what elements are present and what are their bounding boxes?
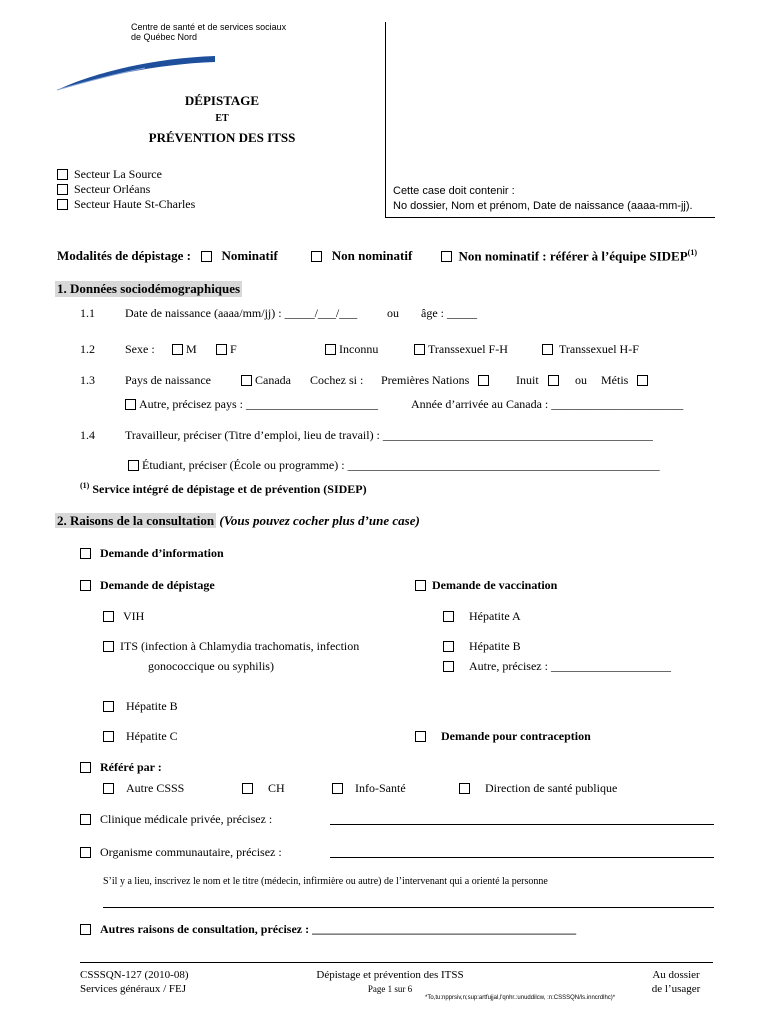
demande-info[interactable] (80, 546, 224, 561)
modalites-opt3 (441, 248, 697, 264)
checkbox[interactable] (242, 783, 253, 794)
q13-metis[interactable] (601, 373, 648, 388)
checkbox[interactable] (216, 344, 227, 355)
option-label: Hépatite B (469, 639, 521, 653)
org-name (131, 22, 286, 42)
box-note-line2: No dossier, Nom et prénom, Date de naissance (aaaa-mm-jj). (393, 200, 693, 212)
q12-num: 1.2 (80, 342, 95, 356)
option-label: Demande de dépistage (100, 578, 215, 592)
section2-title: 2. Raisons de la consultation (57, 513, 215, 528)
checkbox[interactable] (57, 169, 68, 180)
option-label: Autre CSSS (126, 781, 185, 795)
doc-title: Dépistage et prévention des ITSS (316, 969, 464, 981)
checkbox[interactable] (542, 344, 553, 355)
footnote (80, 481, 367, 497)
option-label: ITS (infection à Chlamydia trachomatis, infection (120, 639, 360, 653)
box-note (393, 184, 693, 214)
option-label: Organisme communautaire, précisez : (100, 845, 282, 859)
referral-note: S’il y a lieu, inscrivez le nom et le titre (médecin, infirmière ou autre) de l’intervenant qui a orienté la personne (103, 876, 548, 887)
clinique-line[interactable] (330, 824, 714, 825)
option-label: Premières Nations (381, 373, 470, 387)
checkbox[interactable] (201, 251, 212, 262)
checkbox[interactable] (332, 783, 343, 794)
sector-item[interactable] (57, 182, 195, 197)
option-label: M (186, 342, 197, 356)
option-label: Hépatite B (126, 699, 178, 713)
checkbox[interactable] (80, 924, 91, 935)
option-label: Hépatite A (469, 609, 521, 623)
q11-num: 1.1 (80, 306, 95, 320)
title-line2: ET (215, 113, 229, 124)
sector-list (57, 167, 195, 212)
checkbox[interactable] (80, 814, 91, 825)
org-name-line2: de Québec Nord (131, 32, 198, 42)
q12-m[interactable] (172, 342, 197, 357)
q12-inconnu[interactable] (325, 342, 378, 357)
q13-label: Pays de naissance (125, 373, 211, 387)
checkbox[interactable] (443, 641, 454, 652)
its-line2: gonococcique ou syphilis) (148, 659, 274, 673)
q14-num: 1.4 (80, 428, 95, 442)
q13-canada[interactable] (241, 373, 291, 388)
sector-label: Secteur Haute St-Charles (74, 197, 196, 211)
checkbox[interactable] (415, 580, 426, 591)
checkbox[interactable] (415, 731, 426, 742)
option-label: Demande de vaccination (432, 578, 558, 592)
box-note-line1: Cette case doit contenir : (393, 185, 515, 197)
footnote-ref: (1) (687, 248, 697, 257)
refere[interactable] (80, 760, 162, 775)
hep-c[interactable] (103, 729, 178, 744)
option-label: Info-Santé (355, 781, 406, 795)
vih[interactable] (103, 609, 144, 624)
footer-rule (80, 962, 713, 963)
option-label: F (230, 342, 237, 356)
q12-f[interactable] (216, 342, 237, 357)
footer-tiny-text: *To,tu:npprsiv,n;sup:artfujjal,l'qnhr.:unuddilcw, :n:CSSSQN/ls.inncrdlhc)* (425, 995, 616, 1001)
modalites-opt2 (311, 248, 412, 264)
box-bottom-border (385, 217, 715, 218)
checkbox[interactable] (325, 344, 336, 355)
q13-inuit[interactable] (516, 373, 559, 388)
hep-b[interactable] (103, 699, 178, 714)
form-service: Services généraux / FEJ (80, 983, 186, 995)
checkbox[interactable] (57, 199, 68, 210)
q14-label[interactable]: Travailleur, préciser (Titre d’emploi, lieu de travail) : _____________________________________________ (125, 428, 653, 442)
info-sante[interactable] (332, 781, 406, 796)
form-code: CSSSQN-127 (2010-08) (80, 969, 189, 981)
q13-pn[interactable] (381, 373, 489, 388)
q12-thf[interactable] (542, 342, 639, 357)
option-label: Inconnu (339, 342, 379, 356)
page-number: Page 1 sur 6 (367, 984, 413, 994)
modalites-row (57, 248, 278, 264)
sector-item[interactable] (57, 167, 195, 182)
demande-vaccination[interactable] (415, 578, 557, 593)
q14-etudiant[interactable] (128, 458, 660, 473)
footer-right-line2: de l’usager (651, 983, 701, 995)
checkbox[interactable] (80, 847, 91, 858)
option-label: Autre, précisez pays : ______________________ (139, 397, 378, 411)
checkbox[interactable] (414, 344, 425, 355)
autres-raisons[interactable] (80, 922, 576, 937)
footnote-text: Service intégré de dépistage et de prévention (SIDEP) (92, 482, 367, 496)
q13-ou: ou (575, 373, 587, 387)
checkbox[interactable] (80, 580, 91, 591)
opt-sidep: Non nominatif : référer à l’équipe SIDEP (458, 248, 688, 264)
autre-vacc[interactable] (443, 659, 671, 674)
opt-nominatif: Nominatif (221, 248, 278, 263)
option-label: Transsexuel F-H (428, 342, 508, 356)
option-label: Autre, précisez : ____________________ (469, 659, 671, 673)
q13-autre[interactable] (125, 397, 378, 412)
checkbox[interactable] (103, 701, 114, 712)
checkbox[interactable] (441, 251, 452, 262)
hep-a[interactable] (443, 609, 521, 624)
demande-depistage[interactable] (80, 578, 215, 593)
ch[interactable] (242, 781, 285, 796)
option-label: Demande d’information (100, 546, 224, 560)
logo-swoosh (55, 48, 220, 94)
clinique[interactable] (80, 812, 272, 827)
footer-left (80, 968, 188, 996)
hep-b-vacc[interactable] (443, 639, 521, 654)
checkbox[interactable] (103, 611, 114, 622)
checkbox[interactable] (443, 611, 454, 622)
footer-right (640, 968, 712, 996)
checkbox[interactable] (459, 783, 470, 794)
checkbox[interactable] (103, 783, 114, 794)
q11-age[interactable]: âge : _____ (421, 306, 477, 320)
section1-title: 1. Données sociodémographiques (57, 281, 241, 296)
autre-csss[interactable] (103, 781, 184, 796)
q12-tfh[interactable] (414, 342, 508, 357)
box-divider (385, 22, 386, 218)
checkbox[interactable] (103, 731, 114, 742)
sector-item[interactable] (57, 197, 195, 212)
checkbox[interactable] (311, 251, 322, 262)
organisme[interactable] (80, 845, 282, 860)
referral-line[interactable] (103, 907, 714, 908)
q12-label: Sexe : (125, 342, 155, 356)
q13-num: 1.3 (80, 373, 95, 387)
title-line3: PRÉVENTION DES ITSS (148, 130, 296, 145)
org-name-line1: Centre de santé et de services sociaux (131, 22, 287, 32)
option-label: Inuit (516, 373, 539, 387)
checkbox[interactable] (548, 375, 559, 386)
q11-or: ou (387, 306, 399, 320)
option-label: VIH (123, 609, 145, 623)
modalites-label: Modalités de dépistage : (57, 248, 191, 263)
checkbox[interactable] (128, 460, 139, 471)
dsp[interactable] (459, 781, 617, 796)
option-label: Hépatite C (126, 729, 178, 743)
footnote-mark: (1) (80, 481, 90, 490)
option-label: CH (268, 781, 285, 795)
option-label: Métis (601, 373, 629, 387)
checkbox[interactable] (637, 375, 648, 386)
checkbox[interactable] (57, 184, 68, 195)
q13-cochez: Cochez si : (310, 373, 364, 387)
checkbox[interactable] (241, 375, 252, 386)
its[interactable] (103, 639, 359, 654)
option-label: Direction de santé publique (485, 781, 618, 795)
opt-non-nominatif: Non nominatif (331, 248, 413, 263)
section2-header (55, 513, 420, 529)
option-label: Canada (255, 373, 291, 387)
checkbox[interactable] (80, 762, 91, 773)
sector-label: Secteur Orléans (74, 182, 151, 196)
footer-right-line1: Au dossier (652, 969, 700, 981)
organisme-line[interactable] (330, 857, 714, 858)
q11-label[interactable]: Date de naissance (aaaa/mm/jj) : _____/___/___ (125, 306, 358, 320)
section2-subtitle: (Vous pouvez cocher plus d’une case) (219, 513, 420, 528)
sector-label: Secteur La Source (74, 167, 162, 181)
q13-annee[interactable]: Année d’arrivée au Canada : ______________________ (411, 397, 684, 411)
checkbox[interactable] (125, 399, 136, 410)
checkbox[interactable] (103, 641, 114, 652)
option-label: Référé par : (100, 760, 162, 774)
checkbox[interactable] (172, 344, 183, 355)
checkbox[interactable] (80, 548, 91, 559)
option-label: Transsexuel H-F (559, 342, 639, 356)
checkbox[interactable] (443, 661, 454, 672)
option-label: Demande pour contraception (441, 729, 591, 743)
title-line1: DÉPISTAGE (184, 93, 260, 108)
option-label: Autres raisons de consultation, précisez : ____________________________________________ (100, 922, 577, 936)
contraception[interactable] (415, 729, 591, 744)
checkbox[interactable] (478, 375, 489, 386)
option-label: Clinique médicale privée, précisez : (100, 812, 273, 826)
footer-center (290, 968, 490, 996)
option-label: Étudiant, préciser (École ou programme) : ____________________________________________________ (142, 458, 660, 472)
